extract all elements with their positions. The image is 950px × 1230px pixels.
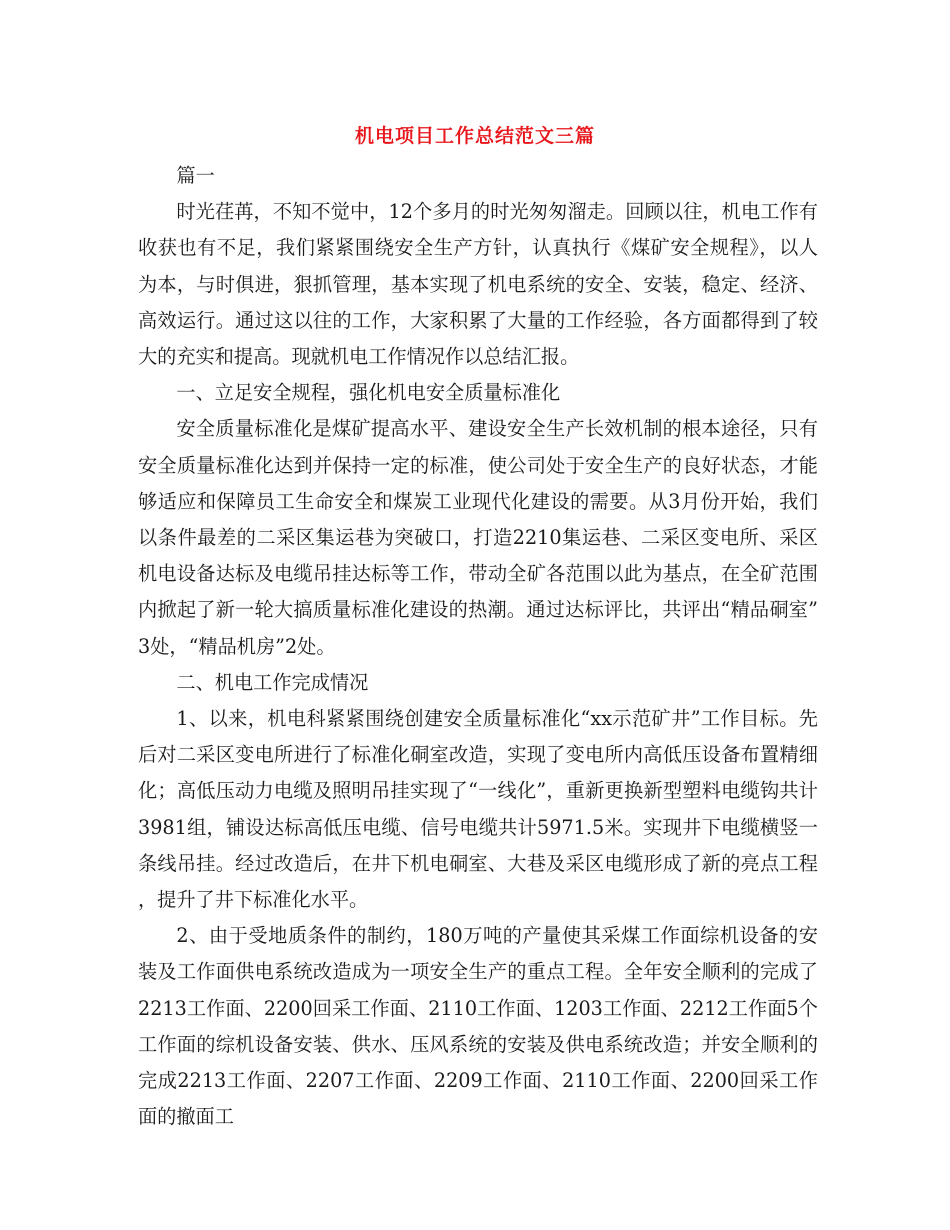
document-body [138,158,818,1135]
body-paragraph: 时光荏苒，不知不觉中，12个多月的时光匆匆溜走。回顾以往，机电工作有收获也有不足，我们紧紧围绕安全生产方针，认真执行《煤矿安全规程》，以人为本，与时俱进，狠抓管理，基本实现了机电系统的安全、安装，稳定、经济、高效运行。通过这以往的工作，大家积累了大量的工作经验，各方面都得到了较大的充实和提高。现就机电工作情况作以总结汇报。 [138,200,818,369]
section-heading: 一、立足安全规程，强化机电安全质量标准化 [176,381,561,405]
body-paragraph: 2、由于受地质条件的制约，180万吨的产量使其采煤工作面综机设备的安装及工作面供电系统改造成为一项安全生产的重点工程。全年安全顺利的完成了2213工作面、2200回采工作面、2110工作面、1203工作面、2212工作面5个工作面的综机设备安装、供水、压风系统的安装及供电系统改造；并安全顺利的完成2213工作面、2207工作面、2209工作面、2110工作面、2200回采工作面的撤面工 [138,924,818,1129]
body-paragraph: 安全质量标准化是煤矿提高水平、建设安全生产长效机制的根本途径，只有安全质量标准化达到并保持一定的标准，使公司处于安全生产的良好状态，才能够适应和保障员工生命安全和煤炭工业现代化建设的需要。从3月份开始，我们以条件最差的二采区集运巷为突破口，打造2210集运巷、二采区变电所、采区机电设备达标及电缆吊挂达标等工作，带动全矿各范围以此为基点，在全矿范围内掀起了新一轮大搞质量标准化建设的热潮。通过达标评比，共评出“精品硐室”3处，“精品机房”2处。 [138,417,818,658]
document-title: 机电项目工作总结范文三篇 [354,125,595,147]
section-heading: 二、机电工作完成情况 [176,670,369,694]
section-label: 篇一 [176,164,215,187]
body-paragraph: 1、以来，机电科紧紧围绕创建安全质量标准化“xx示范矿井”工作目标。先后对二采区变电所进行了标准化硐室改造，实现了变电所内高低压设备布置精细化；高低压动力电缆及照明吊挂实现了“一线化”，重新更换新型塑料电缆钩共计3981组，铺设达标高低压电缆、信号电缆共计5971.5米。实现井下电缆横竖一条线吊挂。经过改造后，在井下机电硐室、大巷及采区电缆形成了新的亮点工程，提升了井下标准化水平。 [138,707,818,912]
